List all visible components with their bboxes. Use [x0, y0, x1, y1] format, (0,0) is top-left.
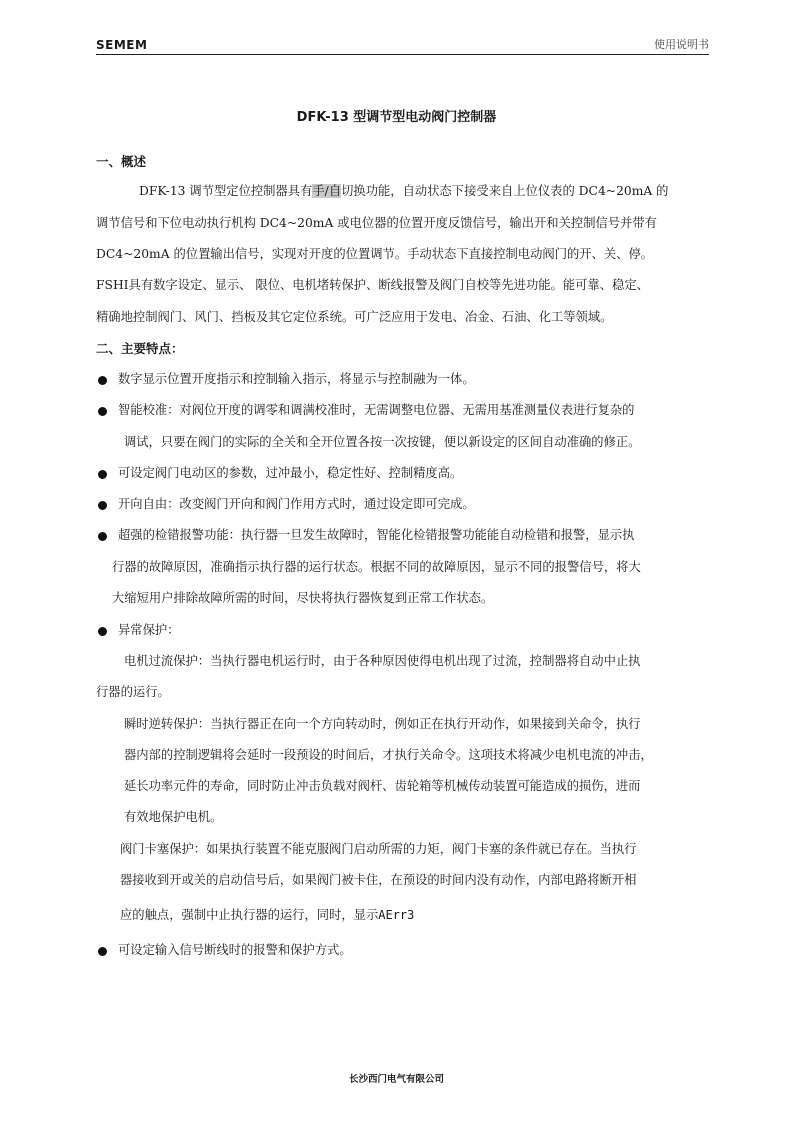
- paragraph-line: DC4~20mA 的位置输出信号，实现对开度的位置调节。手动状态下直接控制电动阀门的开、关、停。: [96, 247, 654, 261]
- sub-item-continuation: 行器的运行。: [96, 685, 170, 699]
- list-item: 可设定输入信号断线时的报警和保护方式。: [118, 943, 352, 957]
- bullet-icon: [98, 407, 107, 416]
- sub-item-continuation: 器接收到开或关的启动信号后，如果阀门被卡住，在预设的时间内没有动作，内部电路将断开相: [120, 873, 637, 887]
- bullet-icon: [98, 627, 107, 636]
- list-item-continuation: 行器的故障原因，准确指示执行器的运行状态。根据不同的故障原因，显示不同的报警信号，将大: [112, 560, 641, 574]
- sub-item: 阀门卡塞保护：如果执行装置不能克服阀门启动所需的力矩，阀门卡塞的条件就已存在。当执行: [120, 842, 637, 856]
- sub-item-continuation: 延长功率元件的寿命，同时防止冲击负载对阀杆、齿轮箱等机械传动装置可能造成的损伤，进而: [124, 779, 641, 793]
- highlighted-text: 手/自: [312, 184, 342, 198]
- list-item: 智能校准：对阀位开度的调零和调满校准时，无需调整电位器、无需用基准测量仪表进行复杂的: [118, 403, 635, 417]
- page-header: [96, 36, 709, 55]
- list-item: 可设定阀门电动区的参数，过冲最小，稳定性好、控制精度高。: [118, 466, 463, 480]
- section-heading-features: 二、主要特点：: [96, 341, 184, 356]
- sub-item-continuation: 应的触点，强制中止执行器的运行，同时，显示AErr3: [120, 908, 415, 922]
- sub-item: 电机过流保护：当执行器电机运行时，由于各种原因使得电机出现了过流，控制器将自动中止执: [124, 654, 641, 668]
- bullet-icon: [98, 532, 107, 541]
- paragraph-line: 调节信号和下位电动执行机构 DC4~20mA 或电位器的位置开度反馈信号，输出开和关控制信号并带有: [96, 216, 657, 230]
- document-title: DFK-13 型调节型电动阀门控制器: [296, 110, 497, 125]
- section-heading-overview: 一、概述: [96, 154, 147, 169]
- brand-logo-text: SEMEM: [96, 38, 148, 52]
- bullet-icon: [98, 376, 107, 385]
- list-item: 开向自由：改变阀门开向和阀门作用方式时，通过设定即可完成。: [118, 497, 475, 511]
- list-item: 超强的检错报警功能：执行器一旦发生故障时，智能化检错报警功能能自动检错和报警，显示执: [118, 528, 635, 542]
- list-item-continuation: 大缩短用户排除故障所需的时间，尽快将执行器恢复到正常工作状态。: [112, 591, 494, 605]
- page-footer-company: 长沙西门电气有限公司: [348, 1074, 444, 1085]
- paragraph-line: FSHⅠ具有数字设定、显示、 限位、电机堵转保护、断线报警及阀门自校等先进功能。能可靠、稳定、: [96, 278, 649, 292]
- sub-item-continuation: 有效地保护电机。: [124, 810, 223, 824]
- list-item-continuation: 调试，只要在阀门的实际的全关和全开位置各按一次按键，便以新设定的区间自动准确的修正。: [124, 435, 641, 449]
- sub-item-continuation: 器内部的控制逻辑将会延时一段预设的时间后，才执行关命令。这项技术将减少电机电流的冲击，: [124, 748, 653, 762]
- paragraph-line: 精确地控制阀门、风门、挡板及其它定位系统。可广泛应用于发电、冶金、石油、化工等领域。: [96, 310, 613, 324]
- document-type: 使用说明书: [654, 38, 709, 51]
- list-item: 异常保护：: [118, 623, 180, 637]
- sub-item: 瞬时逆转保护：当执行器正在向一个方向转动时，例如正在执行开动作，如果接到关命令，执行: [124, 717, 641, 731]
- list-item: 数字显示位置开度指示和控制输入指示，将显示与控制融为一体。: [118, 372, 475, 386]
- bullet-icon: [98, 501, 107, 510]
- paragraph-line: DFK-13 调节型定位控制器具有手/自切换功能，自动状态下接受来自上位仪表的 DC4~20mA 的: [139, 184, 669, 198]
- bullet-icon: [98, 947, 107, 956]
- bullet-icon: [98, 470, 107, 479]
- error-code-display: AErr3: [378, 908, 415, 922]
